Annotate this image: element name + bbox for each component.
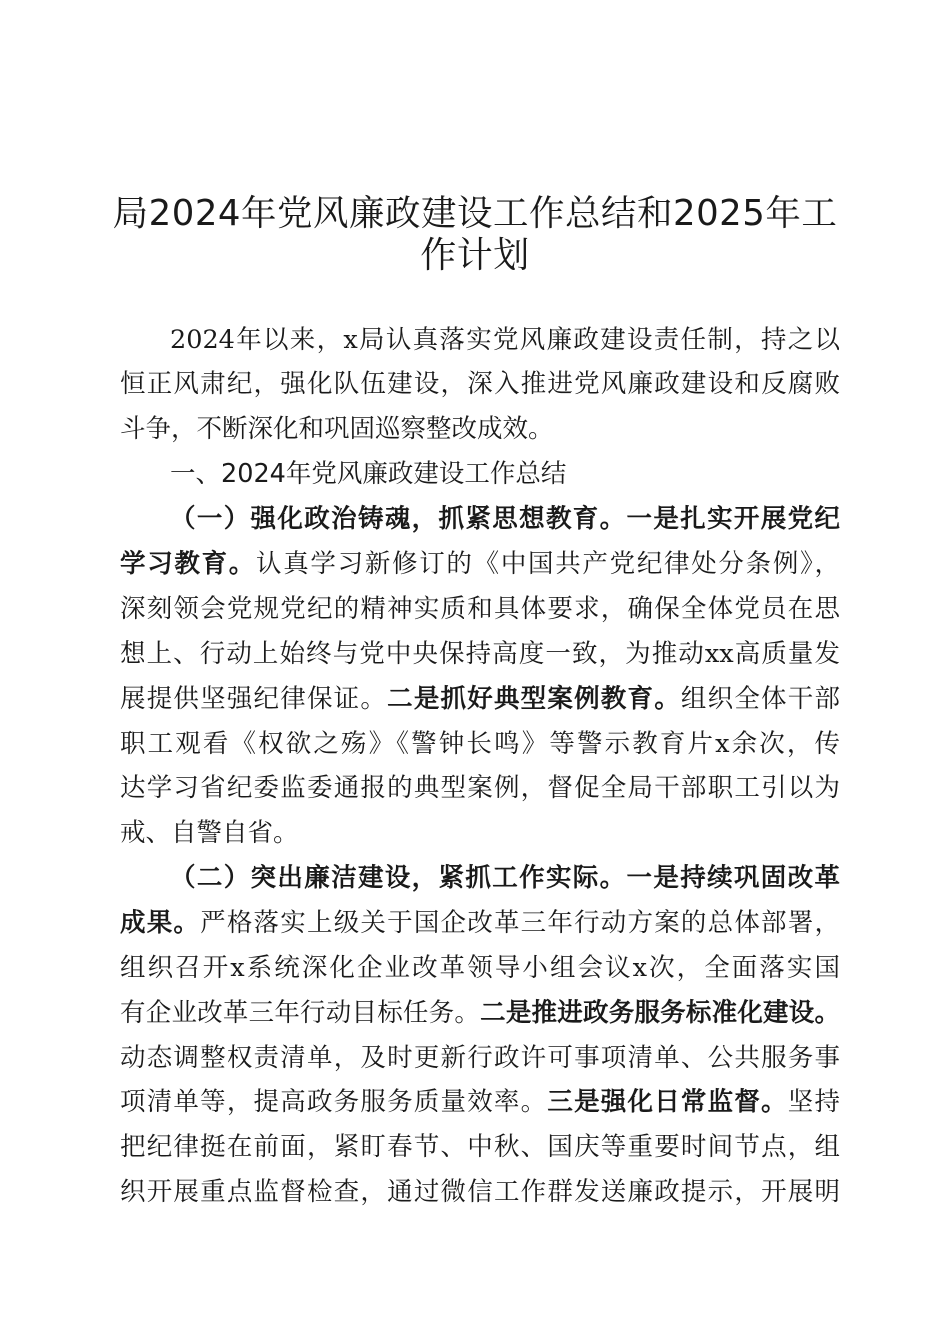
- para2-line-2: [120, 907, 840, 939]
- para1-line-4: 想上、行动上始终与党中央保持高度一致，为推动xx高质量发: [120, 639, 840, 669]
- document-title-line-1: 局2024年党风廉政建设工作总结和2025年工: [112, 193, 838, 234]
- document-title-line-2: 作计划: [420, 235, 530, 276]
- para2-line-1: [170, 862, 840, 894]
- section-heading-1: 一、2024年党风廉政建设工作总结: [170, 459, 567, 489]
- para1-line-8: 戒、自警自省。: [120, 818, 299, 848]
- para2-text: 有企业改革三年行动目标任务。: [120, 998, 481, 1028]
- para2-line-5: 动态调整权责清单，及时更新行政许可事项清单、公共服务事: [120, 1043, 840, 1073]
- para2-bold-lead: 成果。: [120, 908, 201, 938]
- para1-bold-lead: 学习教育。: [120, 549, 257, 579]
- para2-text: 项清单等，提高政务服务质量效率。: [120, 1087, 548, 1117]
- intro-line-3: 斗争，不断深化和巩固巡察整改成效。: [120, 414, 554, 444]
- para1-text: 认真学习新修订的《中国共产党纪律处分条例》，: [256, 549, 840, 579]
- para2-line-7: 把纪律挺在前面，紧盯春节、中秋、国庆等重要时间节点，组: [120, 1132, 840, 1162]
- para1-text: 组织全体干部: [680, 684, 840, 714]
- para1-line-5: [120, 683, 840, 715]
- para1-line-2: [120, 548, 840, 580]
- para2-bold-lead: 三是强化日常监督。: [547, 1087, 788, 1117]
- para1-line-3: 深刻领会党规党纪的精神实质和具体要求，确保全体党员在思: [120, 594, 840, 624]
- para1-bold-lead: 二是抓好典型案例教育。: [387, 684, 681, 714]
- para1-line-1: [170, 503, 840, 535]
- para1-text: 展提供坚强纪律保证。: [120, 684, 388, 714]
- para2-line-3: 组织召开x系统深化企业改革领导小组会议x次，全面落实国: [120, 953, 840, 983]
- para2-text: 严格落实上级关于国企改革三年行动方案的总体部署，: [200, 908, 840, 938]
- para2-bold-heading: （二）突出廉洁建设，紧抓工作实际。一是持续巩固改革: [170, 863, 840, 893]
- para1-bold-heading: （一）强化政治铸魂，抓紧思想教育。一是扎实开展党纪: [170, 504, 840, 534]
- para2-line-8: 织开展重点监督检查，通过微信工作群发送廉政提示，开展明: [120, 1177, 840, 1207]
- intro-line-2: 恒正风肃纪，强化队伍建设，深入推进党风廉政建设和反腐败: [120, 369, 840, 399]
- para2-bold-lead: 二是推进政务服务标准化建设。: [480, 998, 840, 1028]
- para1-line-7: 达学习省纪委监委通报的典型案例，督促全局干部职工引以为: [120, 773, 840, 803]
- intro-line-1: 2024年以来，x局认真落实党风廉政建设责任制，持之以: [170, 325, 840, 355]
- para2-line-4: [120, 997, 840, 1029]
- para2-line-6: [120, 1086, 840, 1118]
- para1-line-6: 职工观看《权欲之殇》《警钟长鸣》等警示教育片x余次，传: [120, 729, 840, 759]
- para2-text: 坚持: [787, 1087, 840, 1117]
